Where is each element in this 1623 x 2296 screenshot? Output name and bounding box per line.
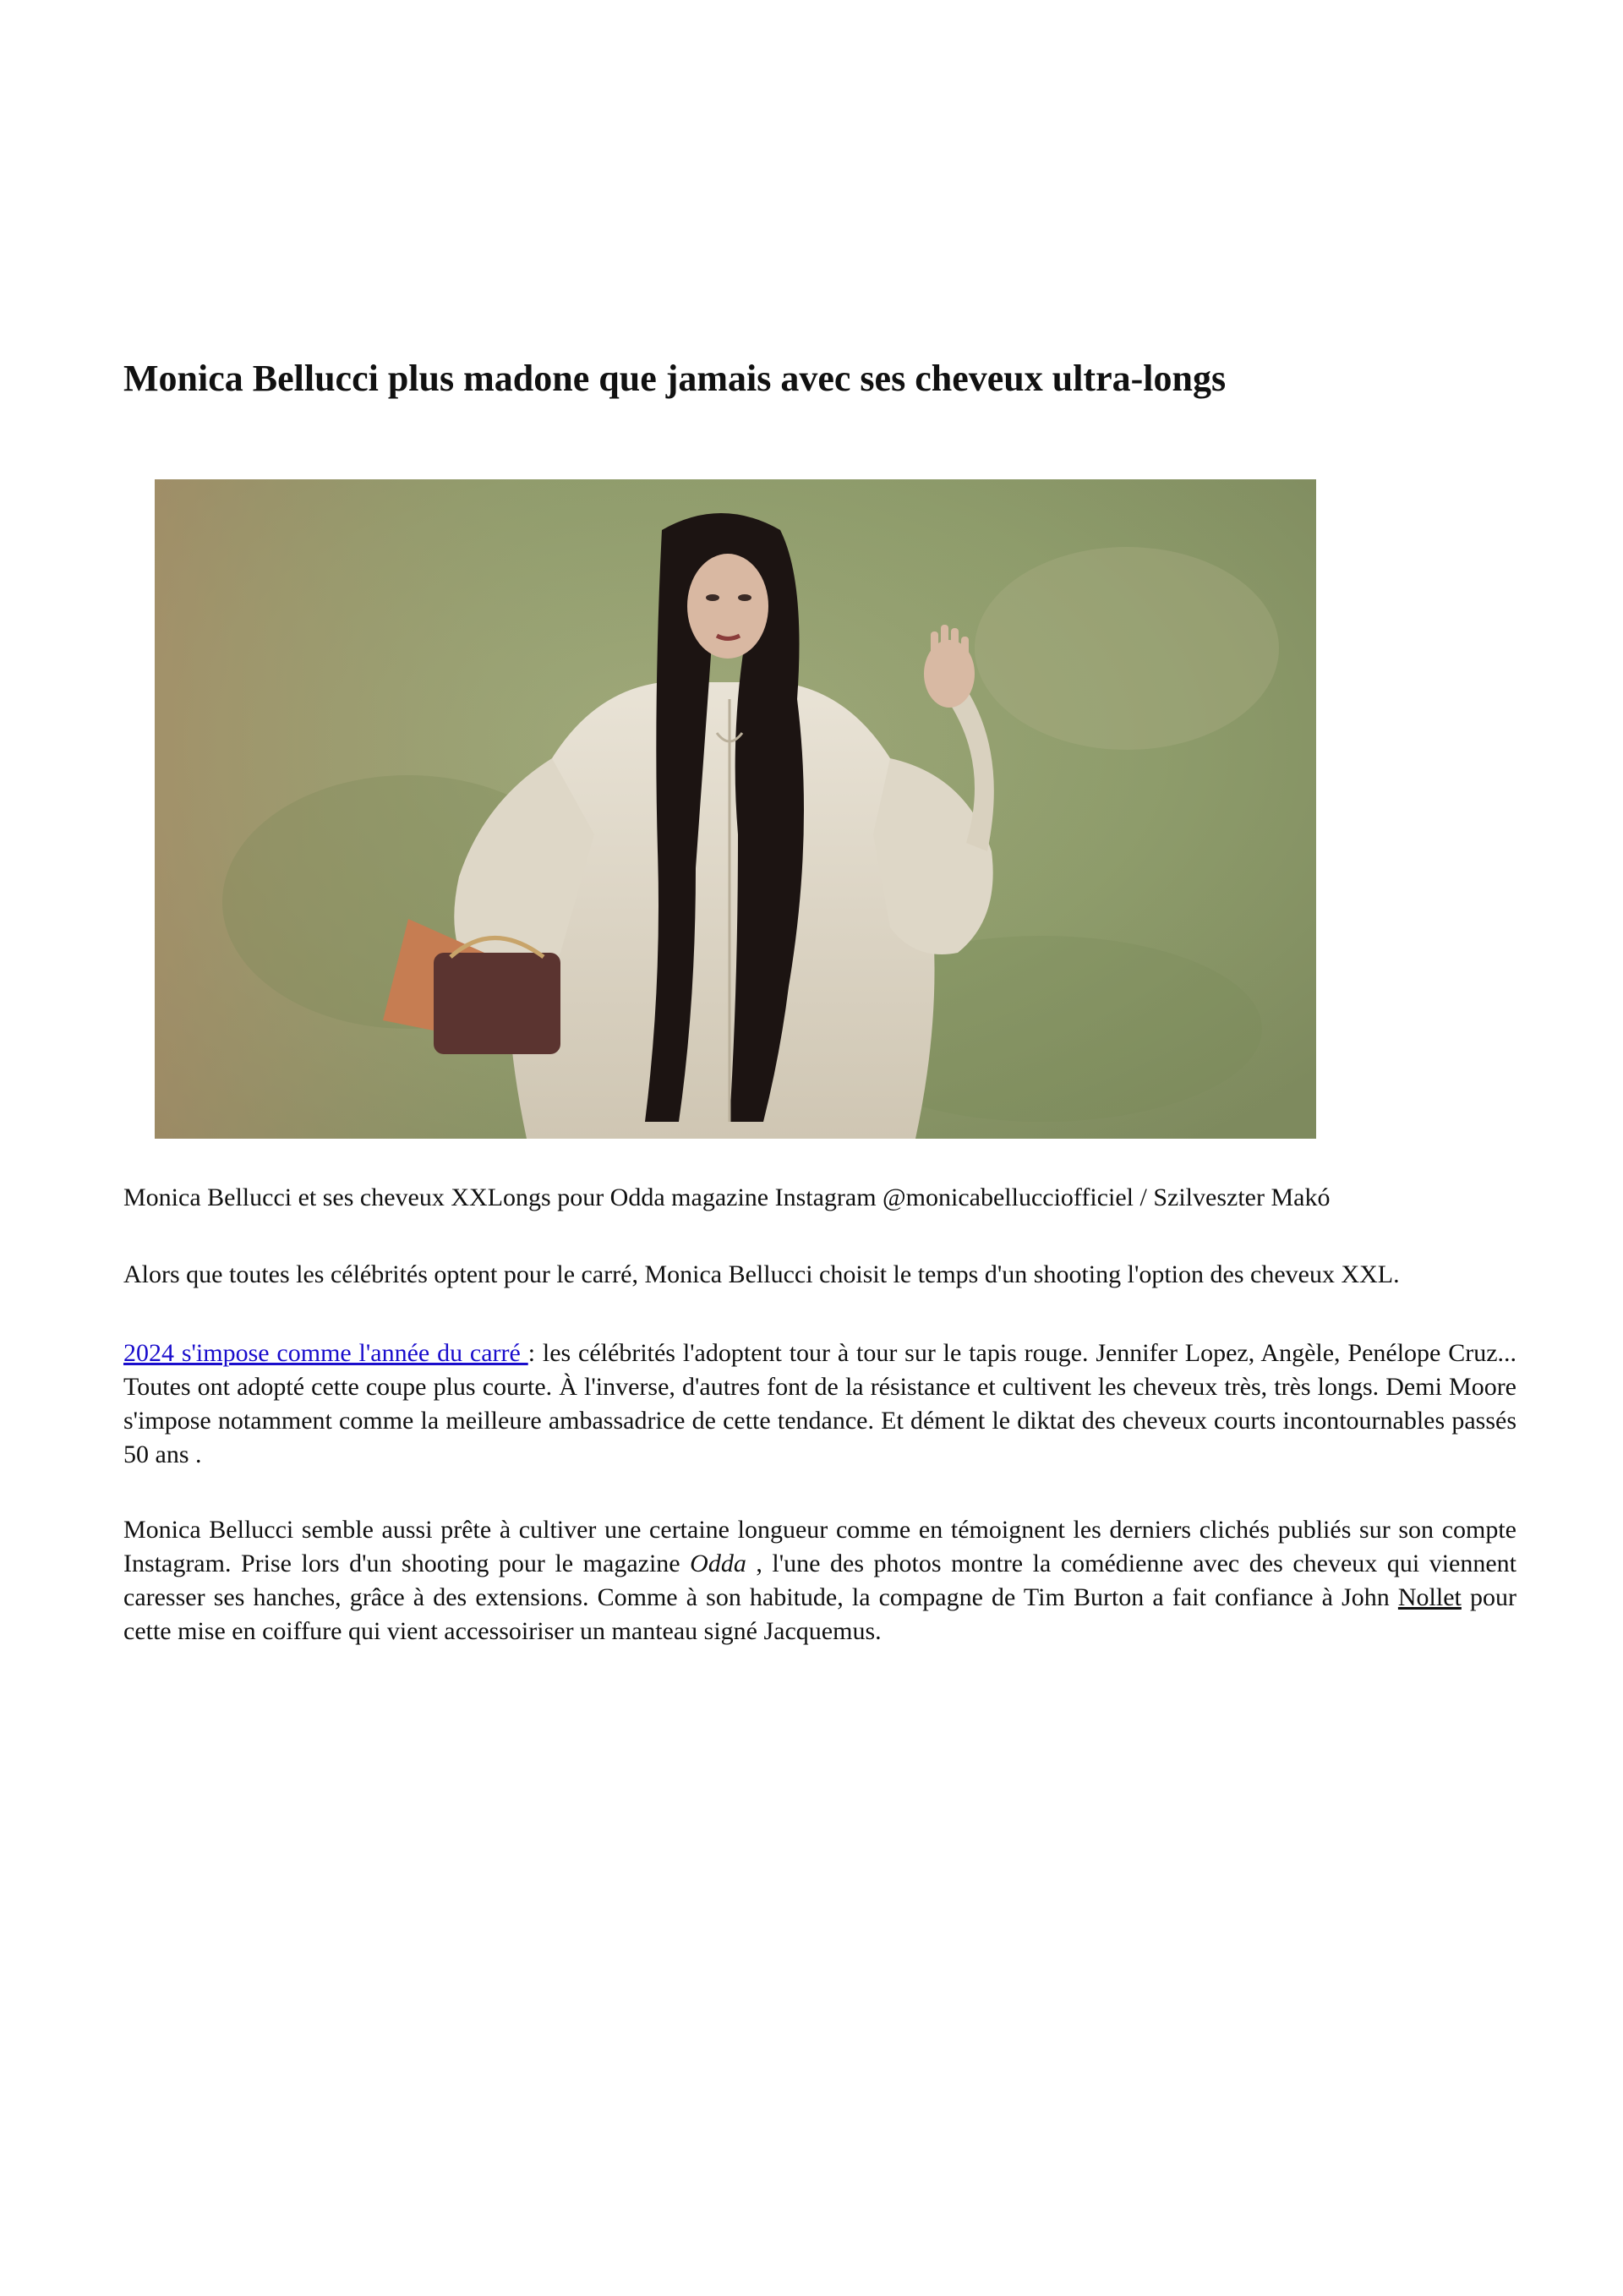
article-headline: Monica Bellucci plus madone que jamais avec ses cheveux ultra-longs	[123, 358, 1227, 399]
article-photo	[155, 479, 1316, 1139]
carre-article-link[interactable]: 2024 s'impose comme l'année du carré	[123, 1339, 528, 1367]
paragraph-carre	[123, 1337, 1516, 1472]
paragraph-bellucci-text-after: pour cette mise en coiffure qui vient accessoiriser un manteau signé Jacquemus.	[123, 1583, 1516, 1645]
magazine-name: Odda	[690, 1550, 746, 1577]
paragraph-carre-text: : les célébrités l'adoptent tour à tour sur le tapis rouge. Jennifer Lopez, Angèle, Penélope Cruz... Toutes ont adopté cette coupe plus courte. À l'inverse, d'autres font de la résistance et cultivent les cheveux très, très longs. Demi Moore s'impose notamment comme la meilleure ambassadrice de cette tendance. Et dément le diktat des cheveux courts incontournables passés 50 ans .	[123, 1339, 1517, 1468]
paragraph-bellucci-text-middle: , l'une des photos montre la comédienne avec des cheveux qui viennent caresser ses hanches, grâce à des extensions. Comme à son habitude, la compagne de Tim Burton a fait confiance à John	[123, 1550, 1517, 1611]
hairstylist-name: Nollet	[1397, 1583, 1462, 1611]
paragraph-intro: Alors que toutes les célébrités optent pour le carré, Monica Bellucci choisit le temps d'un shooting l'option des cheveux XXL.	[123, 1260, 1400, 1288]
photo-caption: Monica Bellucci et ses cheveux XXLongs pour Odda magazine Instagram @monicabellucciofficiel / Szilveszter Makó	[123, 1184, 1331, 1211]
paragraph-bellucci-text-before: Monica Bellucci semble aussi prête à cultiver une certaine longueur comme en témoignent les derniers clichés publiés sur son compte Instagram. Prise lors d'un shooting pour le magazine	[123, 1516, 1516, 1577]
paragraph-bellucci	[123, 1513, 1516, 1648]
